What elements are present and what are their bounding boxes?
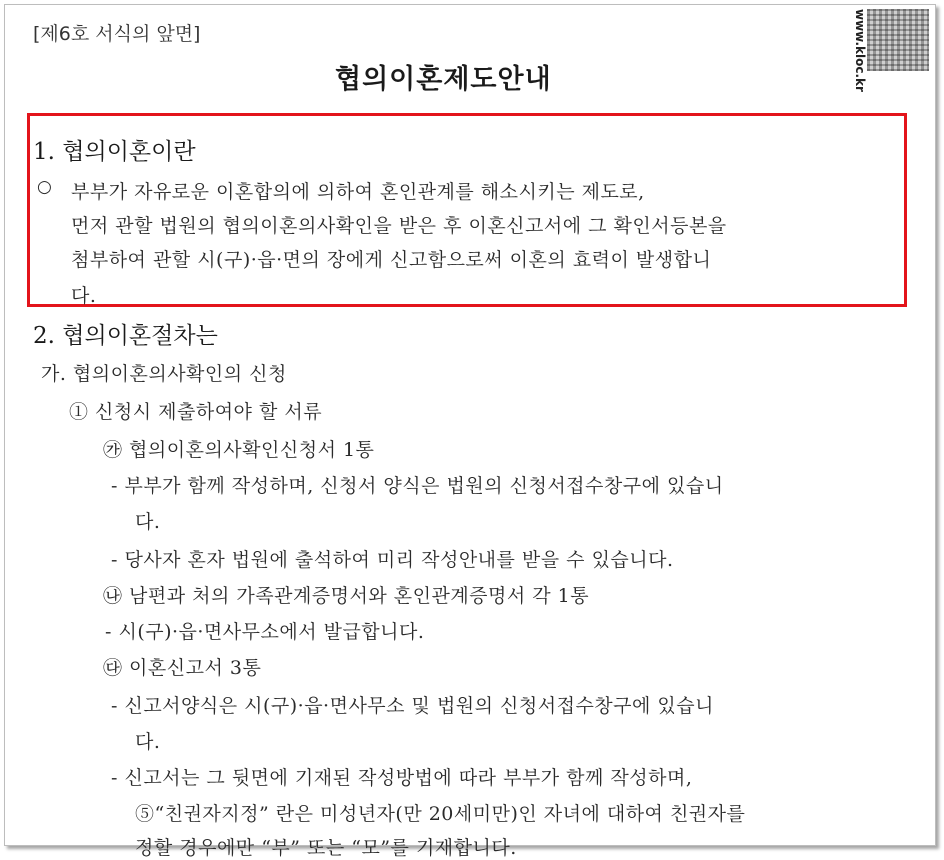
item-da-line: - 신고서양식은 시(구)·읍·면사무소 및 법원의 신청서접수창구에 있습니 [111,695,714,717]
item-na-heading: ㉯ 남편과 처의 가족관계증명서와 혼인관계증명서 각 1통 [103,585,590,607]
section-1-line: 부부가 자유로운 이혼합의에 의하여 혼인관계를 해소시키는 제도로, [71,181,645,203]
item-da-heading: ㉰ 이혼신고서 3통 [103,657,262,679]
item-ga-line: - 부부가 함께 작성하며, 신청서 양식은 법원의 신청서접수창구에 있습니 [111,475,724,497]
item-da-line: 정할 경우에만 “부” 또는 “모”를 기재합니다. [135,837,517,859]
section-1-line: 먼저 관할 법원의 협의이혼의사확인을 받은 후 이혼신고서에 그 확인서등본을 [71,215,727,237]
document-title: 협의이혼제도안내 [335,64,552,95]
item-na-line: - 시(구)·읍·면사무소에서 발급합니다. [105,621,425,643]
qr-code-icon [867,9,929,71]
item-da-line: 다. [135,731,161,753]
form-label: [제6호 서식의 앞면] [33,23,201,45]
item-ga-line: - 당사자 혼자 법원에 출석하여 미리 작성안내를 받을 수 있습니다. [111,549,674,571]
item-da-line: ⑤“친권자지정” 란은 미성년자(만 20세미만)인 자녀에 대하여 친권자를 [135,803,746,825]
item-ga-heading: ㉮ 협의이혼의사확인신청서 1통 [103,439,375,461]
section-1-heading: 1. 협의이혼이란 [33,139,196,165]
website-watermark: www.kloc.kr [853,9,867,92]
item-da-line: - 신고서는 그 뒷면에 기재된 작성방법에 따라 부부가 함께 작성하며, [111,767,693,789]
subsection-a: 가. 협의이혼의사확인의 신청 [41,363,287,385]
document-page [4,4,936,859]
section-2-heading: 2. 협의이혼절차는 [33,323,218,349]
section-1-line: 첨부하여 관할 시(구)·읍·면의 장에게 신고함으로써 이혼의 효력이 발생합니 [71,249,712,271]
item-ga-line: 다. [135,511,161,533]
item-1-heading: ① 신청시 제출하여야 할 서류 [69,401,323,423]
section-1-line: 다. [71,285,97,307]
bullet-circle-icon: ○ [37,177,53,197]
